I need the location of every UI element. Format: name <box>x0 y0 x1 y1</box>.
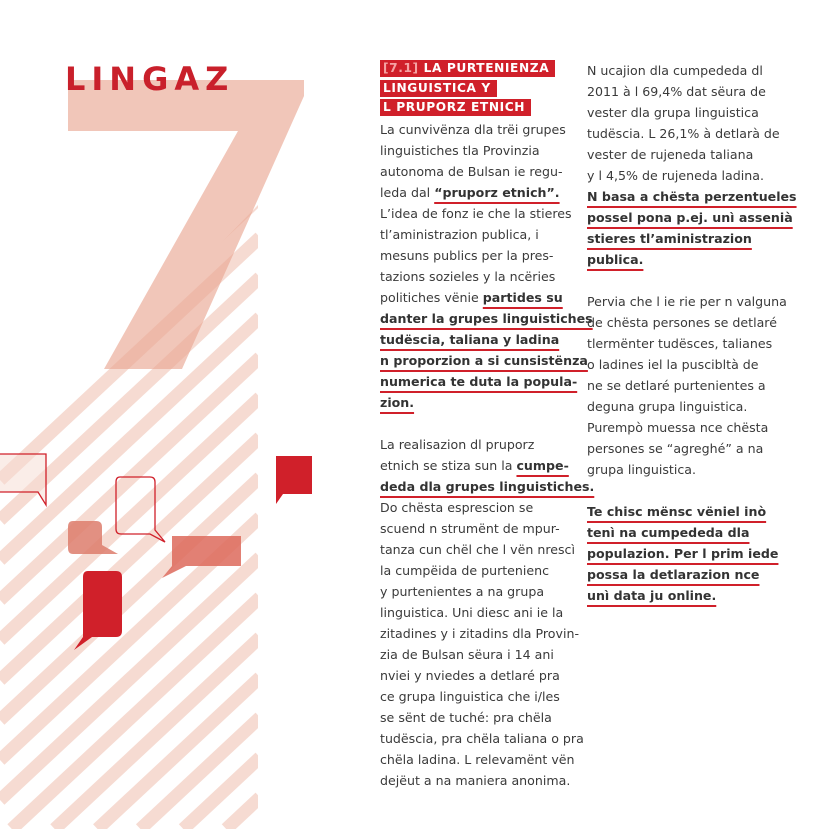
body-text: tlermënter tudësces, talianes <box>587 336 773 351</box>
text-line <box>380 770 585 791</box>
text-line <box>587 165 792 186</box>
body-text: Pervia che l ie rie per n valguna <box>587 294 787 309</box>
section-heading-line: LINGUISTICA Y <box>380 80 497 97</box>
body-text: vester de rujeneda taliana <box>587 147 754 162</box>
body-text: ne se detlaré purtenientes a <box>587 378 766 393</box>
emphasized-text: cumpe- <box>516 457 569 473</box>
text-line <box>380 182 585 203</box>
text-line <box>380 581 585 602</box>
text-line <box>380 203 585 224</box>
text-line <box>380 623 585 644</box>
text-line <box>380 644 585 665</box>
body-text: persones se “agreghé” a na <box>587 441 764 456</box>
text-line <box>380 476 595 497</box>
body-text: La cunvivënza dla trëi grupes <box>380 121 566 137</box>
body-text: ce grupa linguistica che i/les <box>380 688 560 704</box>
body-text: leda dal <box>380 184 435 200</box>
text-line <box>587 354 792 375</box>
body-text: zitadines y i zitadins dla Provin- <box>380 625 579 641</box>
emphasized-text: partides su <box>482 289 563 305</box>
body-text: tazions sozieles y la ncëries <box>380 268 556 284</box>
text-line <box>587 522 792 543</box>
emphasized-text: numerica te duta la popula- <box>380 373 578 389</box>
text-line <box>587 60 792 81</box>
text-line <box>380 707 585 728</box>
text-line <box>380 329 585 350</box>
body-text: tudëscia, pra chëla taliana o pra <box>380 730 584 746</box>
section-heading-text: LA PURTENIENZA <box>423 61 550 75</box>
body-text: etnich se stiza sun la <box>380 457 517 473</box>
text-line <box>380 602 585 623</box>
body-text: o ladines iel la puscibltà de <box>587 357 759 372</box>
emphasized-text: “pruporz etnich”. <box>434 184 560 200</box>
body-text: tl’aministrazion publica, i <box>380 226 539 242</box>
stripe <box>226 797 260 829</box>
text-line <box>587 291 792 312</box>
text-line <box>380 560 585 581</box>
blank-line <box>587 270 792 291</box>
body-text: nviei y nviedes a detlaré pra <box>380 667 560 683</box>
text-line <box>587 501 792 522</box>
body-text: tanza cun chël che l vën nrescì <box>380 541 575 557</box>
emphasized-text: possa la detlarazion nce <box>587 567 760 582</box>
body-text: dejëut a na maniera anonima. <box>380 772 571 788</box>
emphasized-text: deda dla grupes linguistiches. <box>380 478 595 494</box>
text-line <box>587 438 792 459</box>
emphasized-text: populazion. Per l prim iede <box>587 546 779 561</box>
emphasized-text: n proporzion a si cunsistënza <box>380 352 588 368</box>
body-text: La realisazion dl pruporz <box>380 436 535 452</box>
text-line <box>587 396 792 417</box>
text-line <box>380 455 585 476</box>
chapter-number-seven <box>68 80 304 369</box>
emphasized-text: danter la grupes linguistiches <box>380 310 593 326</box>
text-line <box>587 417 792 438</box>
text-line <box>587 249 792 270</box>
body-text: y l 4,5% de rujeneda ladina. <box>587 168 764 183</box>
body-text: vester dla grupa linguistica <box>587 105 759 120</box>
text-line <box>587 375 792 396</box>
body-text: de chësta persones se detlaré <box>587 315 777 330</box>
body-text: la cumpëida de purtenienc <box>380 562 550 578</box>
stripe <box>183 757 260 829</box>
body-text: N ucajion dla cumpededa dl <box>587 63 763 78</box>
text-line <box>587 543 792 564</box>
text-line <box>380 308 593 329</box>
text-line <box>380 686 585 707</box>
emphasized-text: Te chisc mënsc vëniel inò <box>587 504 767 519</box>
body-text: linguistiches tla Provinzia <box>380 142 540 158</box>
stripe <box>98 677 261 829</box>
text-line <box>587 102 792 123</box>
blank-line <box>380 413 585 434</box>
body-text: tudëscia. L 26,1% à detlarà de <box>587 126 780 141</box>
brand-title: LINGAZ <box>65 60 235 98</box>
emphasized-text: tudëscia, taliana y ladina <box>380 331 560 347</box>
text-line <box>380 749 585 770</box>
emphasized-text: N basa a chësta perzentueles <box>587 189 797 204</box>
text-line <box>587 207 792 228</box>
body-text: linguistica. Uni diesc ani ie la <box>380 604 564 620</box>
body-text: scuend n strumënt de mpur- <box>380 520 560 536</box>
text-line <box>587 123 792 144</box>
body-text: autonoma de Bulsan ie regu- <box>380 163 563 179</box>
blank-line <box>587 480 792 501</box>
body-text: zia de Bulsan sëura i 14 ani <box>380 646 554 662</box>
body-text: se sënt de tuché: pra chëla <box>380 709 552 725</box>
text-line <box>380 140 585 161</box>
text-line <box>380 539 585 560</box>
text-line <box>587 81 792 102</box>
section-number: [7.1] <box>383 61 419 75</box>
body-text: politiches vënie <box>380 289 483 305</box>
column-2-body <box>587 60 797 606</box>
text-line <box>380 287 585 308</box>
text-line <box>380 392 585 413</box>
stripe <box>55 637 260 829</box>
text-column-2 <box>587 60 797 606</box>
body-text: 2011 à l 69,4% dat sëura de <box>587 84 766 99</box>
text-line <box>587 186 797 207</box>
emphasized-text: possel pona p.ej. unì assenià <box>587 210 793 225</box>
column-1-body <box>380 119 595 791</box>
section-heading-line <box>380 60 555 77</box>
text-line <box>587 333 792 354</box>
text-line <box>380 119 585 140</box>
body-text: deguna grupa linguistica. <box>587 399 748 414</box>
body-text: grupa linguistica. <box>587 462 696 477</box>
text-line <box>380 371 585 392</box>
body-text: Purempò muessa nce chësta <box>587 420 769 435</box>
text-line <box>380 224 585 245</box>
text-line <box>380 728 585 749</box>
text-line <box>380 245 585 266</box>
body-text: L’idea de fonz ie che la stieres <box>380 205 572 221</box>
body-text: Do chësta esprescion se <box>380 499 534 515</box>
section-heading-line: L PRUPORZ ETNICH <box>380 99 531 116</box>
text-line <box>587 144 792 165</box>
text-line <box>380 434 585 455</box>
text-line <box>380 161 585 182</box>
text-line <box>380 665 585 686</box>
emphasized-text: publica. <box>587 252 644 267</box>
text-line <box>587 459 792 480</box>
body-text: chëla ladina. L relevamënt vën <box>380 751 575 767</box>
body-text: y purtenientes a na grupa <box>380 583 545 599</box>
text-line <box>587 228 792 249</box>
emphasized-text: stieres tl’aministrazion <box>587 231 752 246</box>
emphasized-text: tenì na cumpededa dla <box>587 525 750 540</box>
text-line <box>380 497 585 518</box>
text-line <box>587 312 792 333</box>
text-line <box>380 518 585 539</box>
body-text: mesuns publics per la pres- <box>380 247 554 263</box>
emphasized-text: unì data ju online. <box>587 588 717 603</box>
text-column-1 <box>380 60 595 791</box>
text-line <box>587 564 792 585</box>
section-heading <box>380 60 585 119</box>
text-line <box>587 585 792 606</box>
speech-bubble-red-right-icon <box>276 456 312 504</box>
text-line <box>380 266 585 287</box>
emphasized-text: zion. <box>380 394 415 410</box>
text-line <box>380 350 588 371</box>
